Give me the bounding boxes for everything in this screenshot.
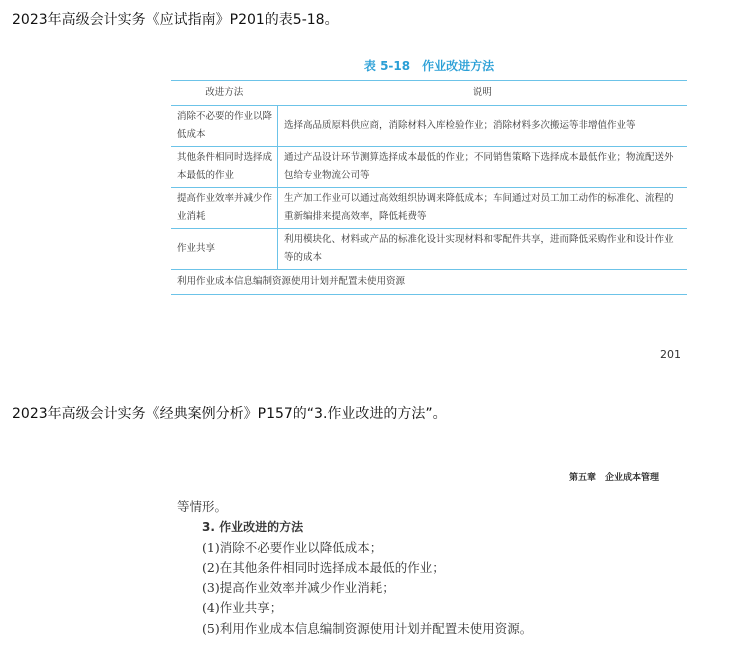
- desc-cell: 通过产品设计环节测算选择成本最低的作业；不同销售策略下选择成本最低作业；物流配送外包给专业物流公司等: [278, 147, 688, 188]
- caption-2: 2023年高级会计实务《经典案例分析》P157的“3.作业改进的方法”。: [12, 406, 447, 422]
- section-heading: 3. 作业改进的方法: [202, 520, 304, 535]
- desc-cell: 选择高品质原料供应商，消除材料入库检验作业；消除材料多次搬运等非增值作业等: [278, 106, 688, 147]
- list-item: (5)利用作业成本信息编制资源使用计划并配置未使用资源。: [202, 620, 533, 636]
- method-cell: 其他条件相同时选择成本最低的作业: [171, 147, 278, 188]
- page2-body: [177, 497, 532, 639]
- table-title: 表 5-18 作业改进方法: [363, 59, 495, 73]
- table-row: [171, 147, 687, 188]
- method-cell: 作业共享: [171, 229, 278, 270]
- desc-cell: 生产加工作业可以通过高效组织协调来降低成本；车间通过对员工加工动作的标准化、流程的重新编排来提高效率，降低耗费等: [278, 188, 688, 229]
- table-row: [171, 229, 687, 270]
- last-row-cell: 利用作业成本信息编制资源使用计划并配置未使用资源: [171, 270, 687, 295]
- header-method: 改进方法: [171, 81, 278, 106]
- chapter-header: 第五章 企业成本管理: [569, 473, 660, 483]
- table-row-last: [171, 270, 687, 295]
- list-item: (2)在其他条件相同时选择成本最低的作业；: [202, 559, 445, 575]
- desc-cell: 利用模块化、材料或产品的标准化设计实现材料和零配件共享，进而降低采购作业和设计作业等的成本: [278, 229, 688, 270]
- body-line: 等情形。: [177, 499, 228, 514]
- caption-1: 2023年高级会计实务《应试指南》P201的表5-18。: [12, 12, 339, 28]
- method-cell: 提高作业效率并减少作业消耗: [171, 188, 278, 229]
- improvement-methods-table: [171, 80, 687, 295]
- list-item: (1)消除不必要作业以降低成本；: [202, 539, 383, 555]
- list-item: (3)提高作业效率并减少作业消耗；: [202, 580, 395, 596]
- method-cell: 消除不必要的作业以降低成本: [171, 106, 278, 147]
- table-row: [171, 106, 687, 147]
- list-item: (4)作业共享；: [202, 600, 283, 616]
- page-number: 201: [660, 348, 681, 361]
- table-row: [171, 188, 687, 229]
- header-desc: 说明: [278, 81, 688, 106]
